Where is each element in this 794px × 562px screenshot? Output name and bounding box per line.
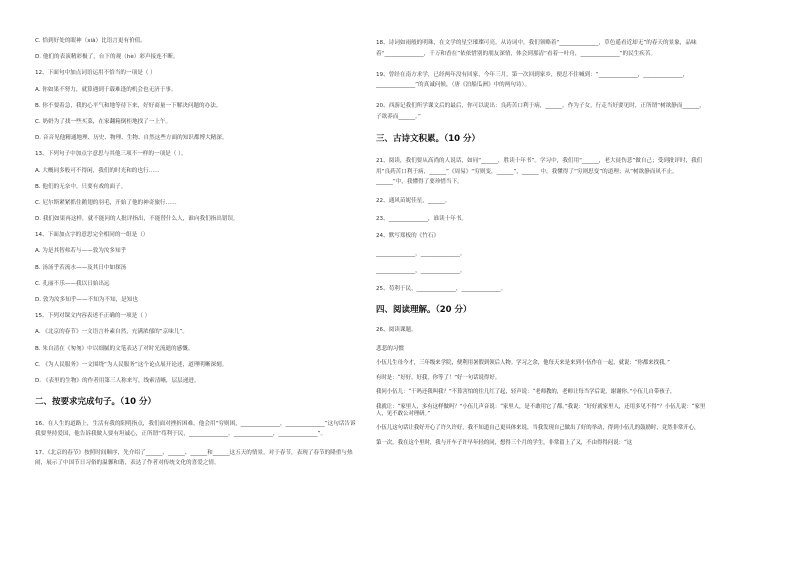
question-15: 15、下列对课文内容表述不正确的一项是（ ） — [35, 313, 151, 320]
right-column — [376, 38, 708, 455]
question-21: 21、阅读，我们要从高尚的人说话，如同“______，胜读十年书”。学习中，我们用“______，老大徒伤悲”做自己；受到批评时，我们用“良药苦口利于病，______”《周易》“穷则变，______”，______ 中，我懂得了“穷则思变”的道理；从“树欲静而风不止，______”中，我懂得了要珍惜当下。 — [376, 158, 703, 185]
question-20: 20、西游记我们所学课文后的最后，你可以说出：良药苦口利于病，______。作为子女，行走当好要见时，正所谓“树欲静而______，子欲养而______。” — [376, 103, 705, 120]
option: A. 大概同多般可不得闲，我们的时光和的也行…… — [35, 167, 160, 174]
question-26: 26、阅读课题。 — [376, 326, 417, 333]
blank-line: ______________，______________。 — [376, 268, 466, 274]
section-heading-3: 三、古诗文积累。（10 分） — [376, 134, 481, 144]
essay-paragraph: 有时是：“好好，好我，你等了！”好一句话说得好。 — [376, 374, 501, 381]
essay-paragraph: 小伍儿生母今才，三年级来学院，便利用暑假到领后人物。学习之余，他每天来是来到小伍作在一起，就说：“你都来找我。” — [376, 360, 670, 366]
option: C. 孔丽不乐——我以日始出远 — [35, 280, 110, 287]
text-line: C. 恰到好处的眼神（xià）比语言更有价值。 — [35, 38, 146, 44]
question-25: 25、苟利于民，______________，______________。 — [376, 285, 507, 292]
option: C. 《为人民服务》一文围绕“为人民服务”这个论点展开论述，道理明晰深刻。 — [35, 361, 228, 368]
essay-paragraph: 我就让：“家里人，多有这样做吗？”小伍儿声音说：“家里人，是不敢用它了都。”我说：“好好就家里人，还用多见不得”？小伍儿说：“家里人，见不敢公对理研。” — [376, 403, 706, 417]
option: B. 朱自清在《匆匆》中以细腻的文笔表达了对时光流逝的感慨。 — [35, 345, 194, 352]
question-24: 24、默写郑板的《竹石》 — [376, 233, 440, 239]
question-23: 23、______________，谁读十年书。 — [376, 215, 468, 222]
question-16: 16、在人生的道路上，生活有我的阳明指点，我们面对挫折困难，他会用“穷则困，______________，______________”这句话告诉我要坚持爱国，他告诉我做人要有坦诚心，正所谓“苟利于民，______________，______________，______________”。 — [35, 420, 356, 437]
option: A. 为是其智弗若与——敦为汝多知乎 — [35, 248, 127, 255]
option: B. 你不要着急，我的心平气和地等待下来，好好商量一下解决问题的办法。 — [35, 102, 222, 109]
essay-paragraph: 小伍儿这句话让我好开心了许久许好，我不知道自己更具体来说，当我发现自己做出了好的举动，得到小伍儿的鼓励时，竟然非常开心， — [376, 425, 700, 432]
option: D. 我们如果再这样，就不能问的人批评指出，不能替什么人，谁向我们指出错误。 — [35, 216, 239, 223]
question-13: 13、下列句子中加点字意思与其他三项不一样的一项是（ ）。 — [35, 151, 187, 158]
option: D. 敦为汝多知乎——不知为不知，是知也 — [35, 297, 138, 303]
essay-title: 悲悲的习惯 — [376, 346, 404, 352]
option: B. 汤汤乎若流水——及其日中如探汤 — [35, 264, 127, 271]
text-line: D. 他们的表演精彩极了，台下的观（hè）彩声接连不断。 — [35, 54, 179, 61]
question-18: 18、诗词如雨般的明珠，在文学的星空璀璨可亮。从诗词中，我们领略着“______________，草色遥看近却无”的春天的景象，品味着“______________，千万和香在”依依惜别的朋友深情，体会到那清“看着一叶舟，______________”的民生疾苦。 — [376, 40, 697, 57]
question-22: 22、通风苗妮佳星，______。 — [376, 198, 451, 204]
option: C. 奶奶为了找一些买菜，在家翻箱倒柜地找了一上午。 — [35, 118, 172, 125]
option: A. 你如果不努力，就算遇到千载难逢的机会也无济于事。 — [35, 86, 177, 93]
essay-paragraph: 我问小伍儿：“干吗还我叫我？”不算害怕的往几红了起，轻声说：“老师教的，老师让每当学后说，谢谢你。”小伍儿自带孩子， — [376, 389, 676, 396]
option: D. 音音见他精通地理、历史、物理、生物、自然这些方面的知识都博大精深。 — [35, 135, 228, 142]
question-19: 19、曾经在南方求学，已经两年没有回家，今年三月，第一次回到家乡，便忍不住喊到：“______________，______________，______________”的真诚问候，（唐《泊船瓜洲》中的两句诗）。 — [376, 71, 689, 88]
option: D. 《表里的生物》的作者用第三人称来写，线索清晰，层层递进。 — [35, 377, 200, 384]
question-14: 14、下面加点字的意思完全相同的一组是（） — [35, 232, 149, 239]
option: C. 尼尔斯紧紧抓住鹅翅的羽毛，开始了他的神奇旅行…… — [35, 199, 177, 206]
essay-paragraph: 第一次，我在这个里时，我与开车子许早年轻的同，想得三个月的学生，非常留上了又，不由得得问说：“这 — [376, 439, 633, 446]
question-17: 17、《北京的春节》按照时间顺序，先介绍了______、______、______和______这五天的情景，对于春节，表现了春节的隆重与热闹，展示了中国节日习俗的温馨和谐，表达了作者对传统文化的喜爱之情。 — [35, 450, 353, 467]
section-heading-2: 二、按要求完成句子。（10 分） — [35, 396, 157, 407]
section-heading-4: 四、阅读理解。（20 分） — [376, 304, 472, 315]
option: A. 《北京的春节》一文语言朴素自然，充满浓郁的“京味儿”。 — [35, 329, 188, 336]
blank-line: ______________，______________。 — [376, 250, 466, 257]
question-12: 12、下面句中加点词语运用不恰当的一项是（ ） — [35, 70, 156, 77]
left-column — [35, 38, 360, 477]
option: B. 他们的无奈中，只要有戏的面子。 — [35, 183, 127, 190]
